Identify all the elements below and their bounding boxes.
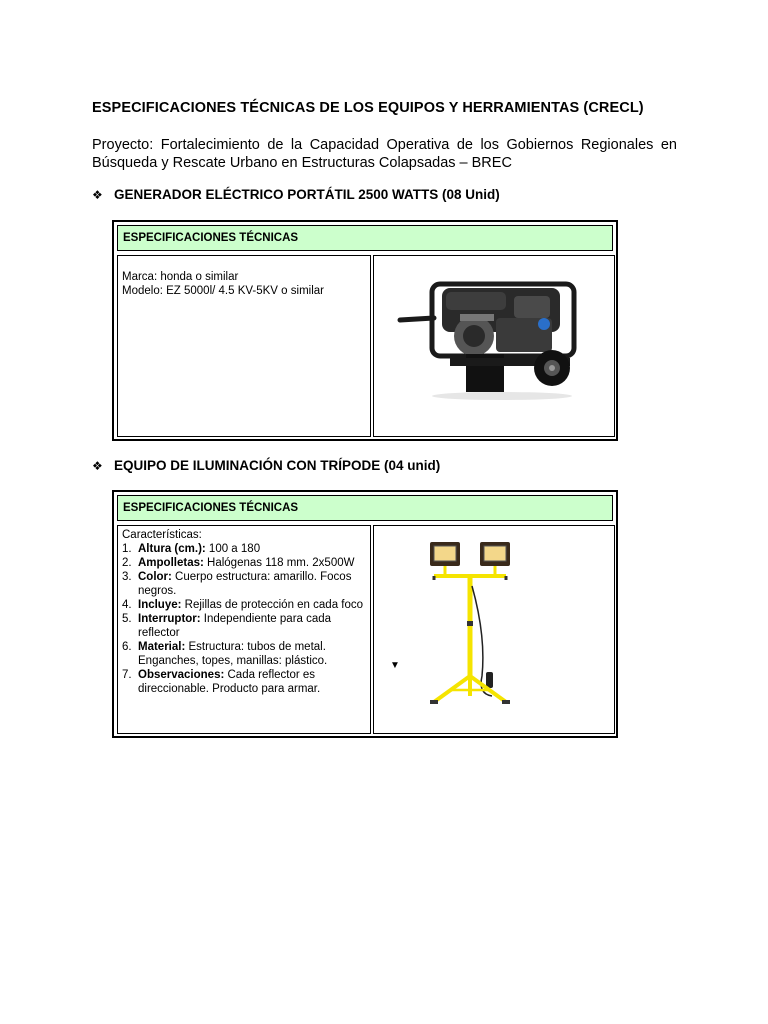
list-item: 5. Interruptor: Independiente para cada reflector bbox=[122, 613, 332, 639]
list-item: 6. Material: Estructura: tubos de metal. Enganches, topes, manillas: plástico. bbox=[122, 641, 328, 667]
spec-text-cell bbox=[117, 255, 371, 437]
spec-brand: Marca: honda o similar bbox=[122, 271, 239, 283]
tripod-light-icon bbox=[374, 526, 614, 732]
spec-list bbox=[122, 542, 366, 696]
list-item: 7. Observaciones: Cada reflector es direccionable. Producto para armar. bbox=[122, 669, 321, 695]
section-title: EQUIPO DE ILUMINACIÓN CON TRÍPODE (04 unid) bbox=[114, 458, 441, 473]
spec-table-tripod bbox=[112, 490, 618, 738]
diamond-bullet-icon: ❖ bbox=[92, 188, 103, 202]
generator-icon bbox=[374, 256, 614, 436]
spec-table-header: ESPECIFICACIONES TÉCNICAS bbox=[117, 495, 613, 521]
section-title: GENERADOR ELÉCTRICO PORTÁTIL 2500 WATTS (08 Unid) bbox=[114, 187, 500, 202]
section-heading-generator bbox=[92, 187, 692, 202]
list-item: 2. Ampolletas: Halógenas 118 mm. 2x500W bbox=[122, 557, 355, 569]
list-item: 4. Incluye: Rejillas de protección en cada foco bbox=[122, 599, 364, 611]
spec-image-cell bbox=[373, 525, 615, 734]
document-title: ESPECIFICACIONES TÉCNICAS DE LOS EQUIPOS Y HERRAMIENTAS (CRECL) bbox=[92, 100, 644, 116]
spec-model: Modelo: EZ 5000l/ 4.5 KV-5KV o similar bbox=[122, 285, 324, 297]
spec-text-cell bbox=[117, 525, 371, 734]
spec-table-header: ESPECIFICACIONES TÉCNICAS bbox=[117, 225, 613, 251]
down-triangle-marker: ▼ bbox=[390, 660, 400, 671]
section-heading-tripod bbox=[92, 458, 692, 473]
project-description: Proyecto: Fortalecimiento de la Capacidad Operativa de los Gobiernos Regionales en Búsqueda y Rescate Urbano en Estructuras Colapsadas – BREC bbox=[92, 137, 677, 171]
spec-intro: Características: bbox=[122, 529, 202, 541]
spec-table-generator bbox=[112, 220, 618, 441]
list-item: 1. Altura (cm.): 100 a 180 bbox=[122, 543, 261, 555]
diamond-bullet-icon: ❖ bbox=[92, 459, 103, 473]
list-item: 3. Color: Cuerpo estructura: amarillo. Focos negros. bbox=[122, 571, 352, 597]
spec-image-cell bbox=[373, 255, 615, 437]
